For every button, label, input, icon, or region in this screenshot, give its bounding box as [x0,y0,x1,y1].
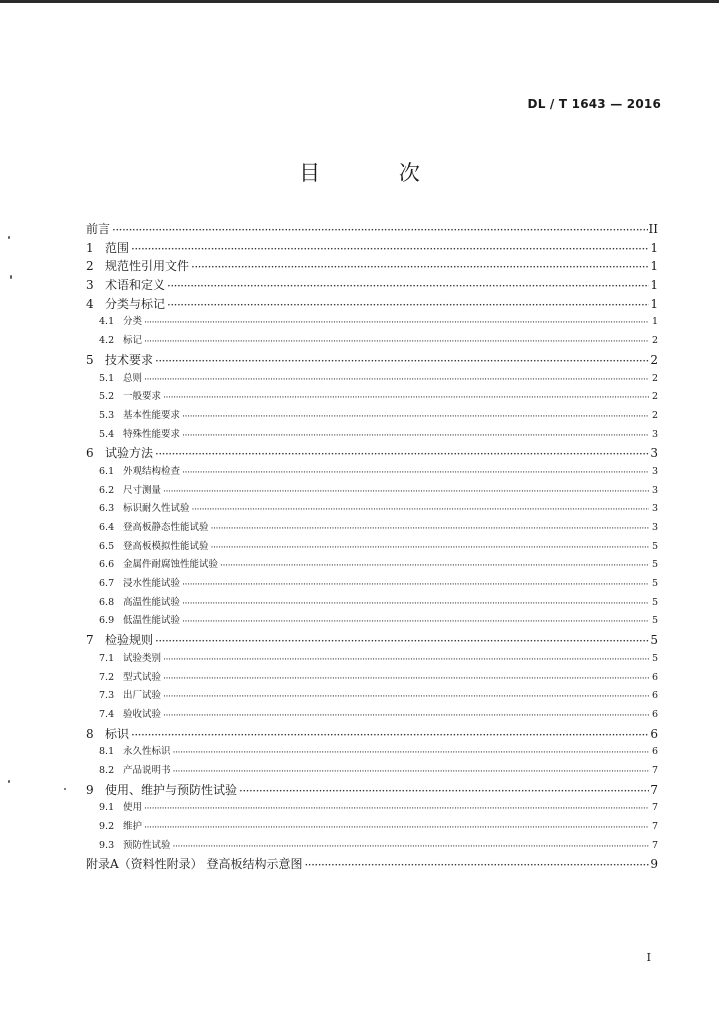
dot-leader [144,318,649,328]
toc-entry[interactable] [86,706,658,725]
toc-entry-page: 7 [651,821,658,832]
toc-entry[interactable] [86,781,658,800]
toc-entry[interactable] [86,762,658,781]
toc-entry-page: 1 [650,278,658,293]
toc-entry[interactable] [86,631,658,650]
toc-entry-page: 3 [651,522,658,533]
dot-leader [155,355,649,367]
toc-entry[interactable] [86,239,658,258]
page-number: I [646,951,651,964]
toc-entry[interactable] [86,818,658,837]
toc-entry-label: 分类与标记 [105,296,166,311]
toc-entry-page: 7 [651,764,658,776]
toc-entry-number: 6.1 [99,465,115,477]
toc-entry-page: 7 [650,782,658,797]
dot-leader [173,842,649,852]
toc-entry-label: 尺寸测量 [123,484,162,496]
scan-speck [64,788,66,790]
toc-entry-label: 标识 [105,726,130,741]
dot-leader [211,543,649,553]
toc-entry-number: 3 [86,278,94,293]
toc-entry-page: 2 [651,335,658,347]
toc-entry-number: 9.3 [99,839,115,851]
toc-entry-label: 分类 [123,316,143,328]
toc-entry-number: 8.1 [99,746,115,758]
toc-entry-label: 预防性试验 [123,839,171,851]
toc-entry-number: 7.1 [99,652,115,664]
toc-entry-number: 6 [86,446,94,461]
toc-entry-number: 5.4 [99,428,115,440]
dot-leader [167,299,649,311]
toc-entry-number: 9.2 [99,821,115,832]
toc-entry-label: 附录A（资料性附录） 登高板结构示意图 [86,857,303,872]
dot-leader [182,412,649,422]
toc-entry[interactable] [86,519,658,538]
toc-entry-label: 登高板模拟性能试验 [123,540,209,552]
toc-entry-page: 3 [651,484,658,496]
toc-entry-number: 8.2 [99,764,115,776]
toc-entry-page: 3 [651,503,658,515]
toc-entry-page: 9 [650,857,658,872]
toc-entry[interactable] [86,594,658,613]
toc-entry-label: 永久性标识 [123,746,171,758]
toc-entry-label: 维护 [123,821,143,832]
toc-entry[interactable] [86,295,658,314]
toc-entry-page: 5 [650,633,658,648]
toc-entry-label: 术语和定义 [105,278,166,293]
toc-entry-page: 5 [651,615,658,627]
toc-entry[interactable] [86,799,658,818]
toc-entry-number: 7.2 [99,671,115,683]
toc-entry[interactable] [86,650,658,669]
toc-entry-number: 5.3 [99,409,115,421]
toc-entry-label: 特殊性能要求 [123,428,181,440]
toc-entry[interactable] [86,743,658,762]
toc-entry-number: 6.2 [99,484,115,496]
toc-entry-number: 4.1 [99,316,115,328]
toc-entry-page: 7 [651,839,658,851]
toc-entry[interactable] [86,426,658,445]
scan-speck [10,275,12,279]
toc-entry-page: 1 [650,296,658,311]
toc-entry-page: 3 [651,465,658,477]
toc-entry-number: 6.6 [99,559,115,571]
toc-entry-label: 型式试验 [123,671,162,683]
dot-leader [220,561,649,571]
toc-entry-page: 5 [651,596,658,608]
toc-entry-page: 1 [651,316,658,328]
toc-entry-number: 6.5 [99,540,115,552]
toc-entry-label: 验收试验 [123,708,162,720]
toc-entry-label: 产品说明书 [123,764,171,776]
toc-entry-page: 2 [651,372,658,384]
toc-entry-page: 7 [651,802,658,814]
toc-entry-number: 5 [86,352,94,367]
toc-entry-number: 9 [86,782,94,797]
toc-entry-number: 6.4 [99,522,115,533]
toc-entry-label: 高温性能试验 [123,596,181,608]
toc-entry[interactable] [86,257,658,276]
toc-entry-label: 基本性能要求 [123,409,181,421]
dot-leader [163,711,649,721]
scan-speck [8,236,10,239]
dot-leader [192,505,649,515]
toc-entry-label: 试验方法 [105,446,154,461]
toc-entry[interactable] [86,220,658,239]
dot-leader [163,674,649,684]
toc-entry-number: 7.4 [99,708,115,720]
dot-leader [211,524,649,534]
dot-leader [155,635,649,647]
toc-entry[interactable] [86,837,658,856]
toc-entry-number: 1 [86,240,94,255]
toc-entry[interactable] [86,556,658,575]
toc-entry-number: 6.7 [99,578,115,590]
toc-entry-number: 5.2 [99,391,115,403]
toc-entry-page: II [648,222,658,236]
toc-entry-number: 8 [86,726,94,741]
toc-entry-label: 低温性能试验 [123,615,181,627]
toc-entry-label: 试验类别 [123,652,162,664]
dot-leader [131,243,649,255]
toc-entry[interactable] [86,388,658,407]
toc-entry-label: 规范性引用文件 [105,259,190,274]
toc-entry[interactable] [86,687,658,706]
toc-entry-page: 2 [651,391,658,403]
toc-entry-label: 浸水性能试验 [123,578,181,590]
toc-entry-label: 范围 [105,240,130,255]
toc-entry-number: 6.9 [99,615,115,627]
toc-entry-page: 6 [651,690,658,702]
toc-entry-label: 总则 [123,372,143,384]
toc-entry-label: 使用、维护与预防性试验 [105,782,238,797]
toc-entry[interactable] [86,669,658,688]
toc-entry-label: 标识耐久性试验 [123,503,190,515]
toc-entry-number: 7 [86,633,94,648]
toc-entry[interactable] [86,463,658,482]
toc-entry-page: 6 [651,746,658,758]
dot-leader [144,804,649,814]
toc-entry-number: 6.8 [99,596,115,608]
toc-entry-page: 5 [651,540,658,552]
dot-leader [182,431,649,441]
dot-leader [173,767,649,777]
dot-leader [191,261,649,273]
toc-entry[interactable] [86,351,658,370]
dot-leader [173,748,649,758]
dot-leader [131,729,649,741]
toc-entry-label: 检验规则 [105,633,154,648]
toc-entry[interactable] [86,725,658,744]
toc-entry-label: 登高板静态性能试验 [123,522,209,533]
toc-entry-page: 3 [651,428,658,440]
standard-code: DL / T 1643 — 2016 [527,97,661,111]
toc-entry-number: 4.2 [99,335,115,347]
dot-leader [163,487,649,497]
toc-entry-page: 6 [651,708,658,720]
toc-entry-number: 5.1 [99,372,115,384]
toc-entry-page: 5 [651,559,658,571]
toc-entry[interactable] [86,444,658,463]
toc-entry-label: 使用 [123,802,143,814]
toc-entry-number: 7.3 [99,690,115,702]
dot-leader [155,448,649,460]
dot-leader [182,599,649,609]
toc-entry-page: 2 [650,352,658,367]
toc-entry-label: 标记 [123,335,143,347]
dot-leader [167,280,649,292]
dot-leader [163,393,649,403]
top-rule [0,0,719,3]
toc-entry[interactable] [86,370,658,389]
toc-entry[interactable] [86,313,658,332]
dot-leader [163,692,649,702]
toc-entry-page: 5 [651,652,658,664]
toc-entry-number: 6.3 [99,503,115,515]
toc-entry-label: 前言 [86,222,111,236]
toc-entry-number: 4 [86,296,94,311]
dot-leader [304,859,649,871]
dot-leader [144,337,649,347]
dot-leader [163,655,649,665]
toc-entry-label: 一般要求 [123,391,162,403]
scan-speck [8,780,10,783]
toc-entry-page: 1 [650,240,658,255]
toc-entry-label: 出厂试验 [123,690,162,702]
dot-leader [112,224,648,236]
toc-entry-page: 1 [650,259,658,274]
toc-entry-page: 3 [650,446,658,461]
dot-leader [182,580,649,590]
toc-entry-label: 外观结构检查 [123,465,181,477]
toc-entry-number: 9.1 [99,802,115,814]
dot-leader [239,785,649,797]
dot-leader [144,823,649,833]
toc-entry[interactable] [86,407,658,426]
toc-entry[interactable] [86,332,658,351]
toc-entry[interactable] [86,538,658,557]
toc-entry-page: 5 [651,578,658,590]
toc-entry[interactable] [86,500,658,519]
toc-entry[interactable] [86,276,658,295]
toc-entry[interactable] [86,482,658,501]
toc-entry-label: 金属件耐腐蚀性能试验 [123,559,219,571]
table-of-contents [86,220,658,874]
dot-leader [182,468,649,478]
toc-title: 目 次 [299,161,456,185]
toc-entry[interactable] [86,855,658,874]
toc-entry[interactable] [86,612,658,631]
dot-leader [144,375,649,385]
toc-entry-number: 2 [86,259,94,274]
toc-entry-label: 技术要求 [105,352,154,367]
toc-entry-page: 2 [651,409,658,421]
toc-entry[interactable] [86,575,658,594]
toc-entry-page: 6 [650,726,658,741]
toc-entry-page: 6 [651,671,658,683]
dot-leader [182,617,649,627]
